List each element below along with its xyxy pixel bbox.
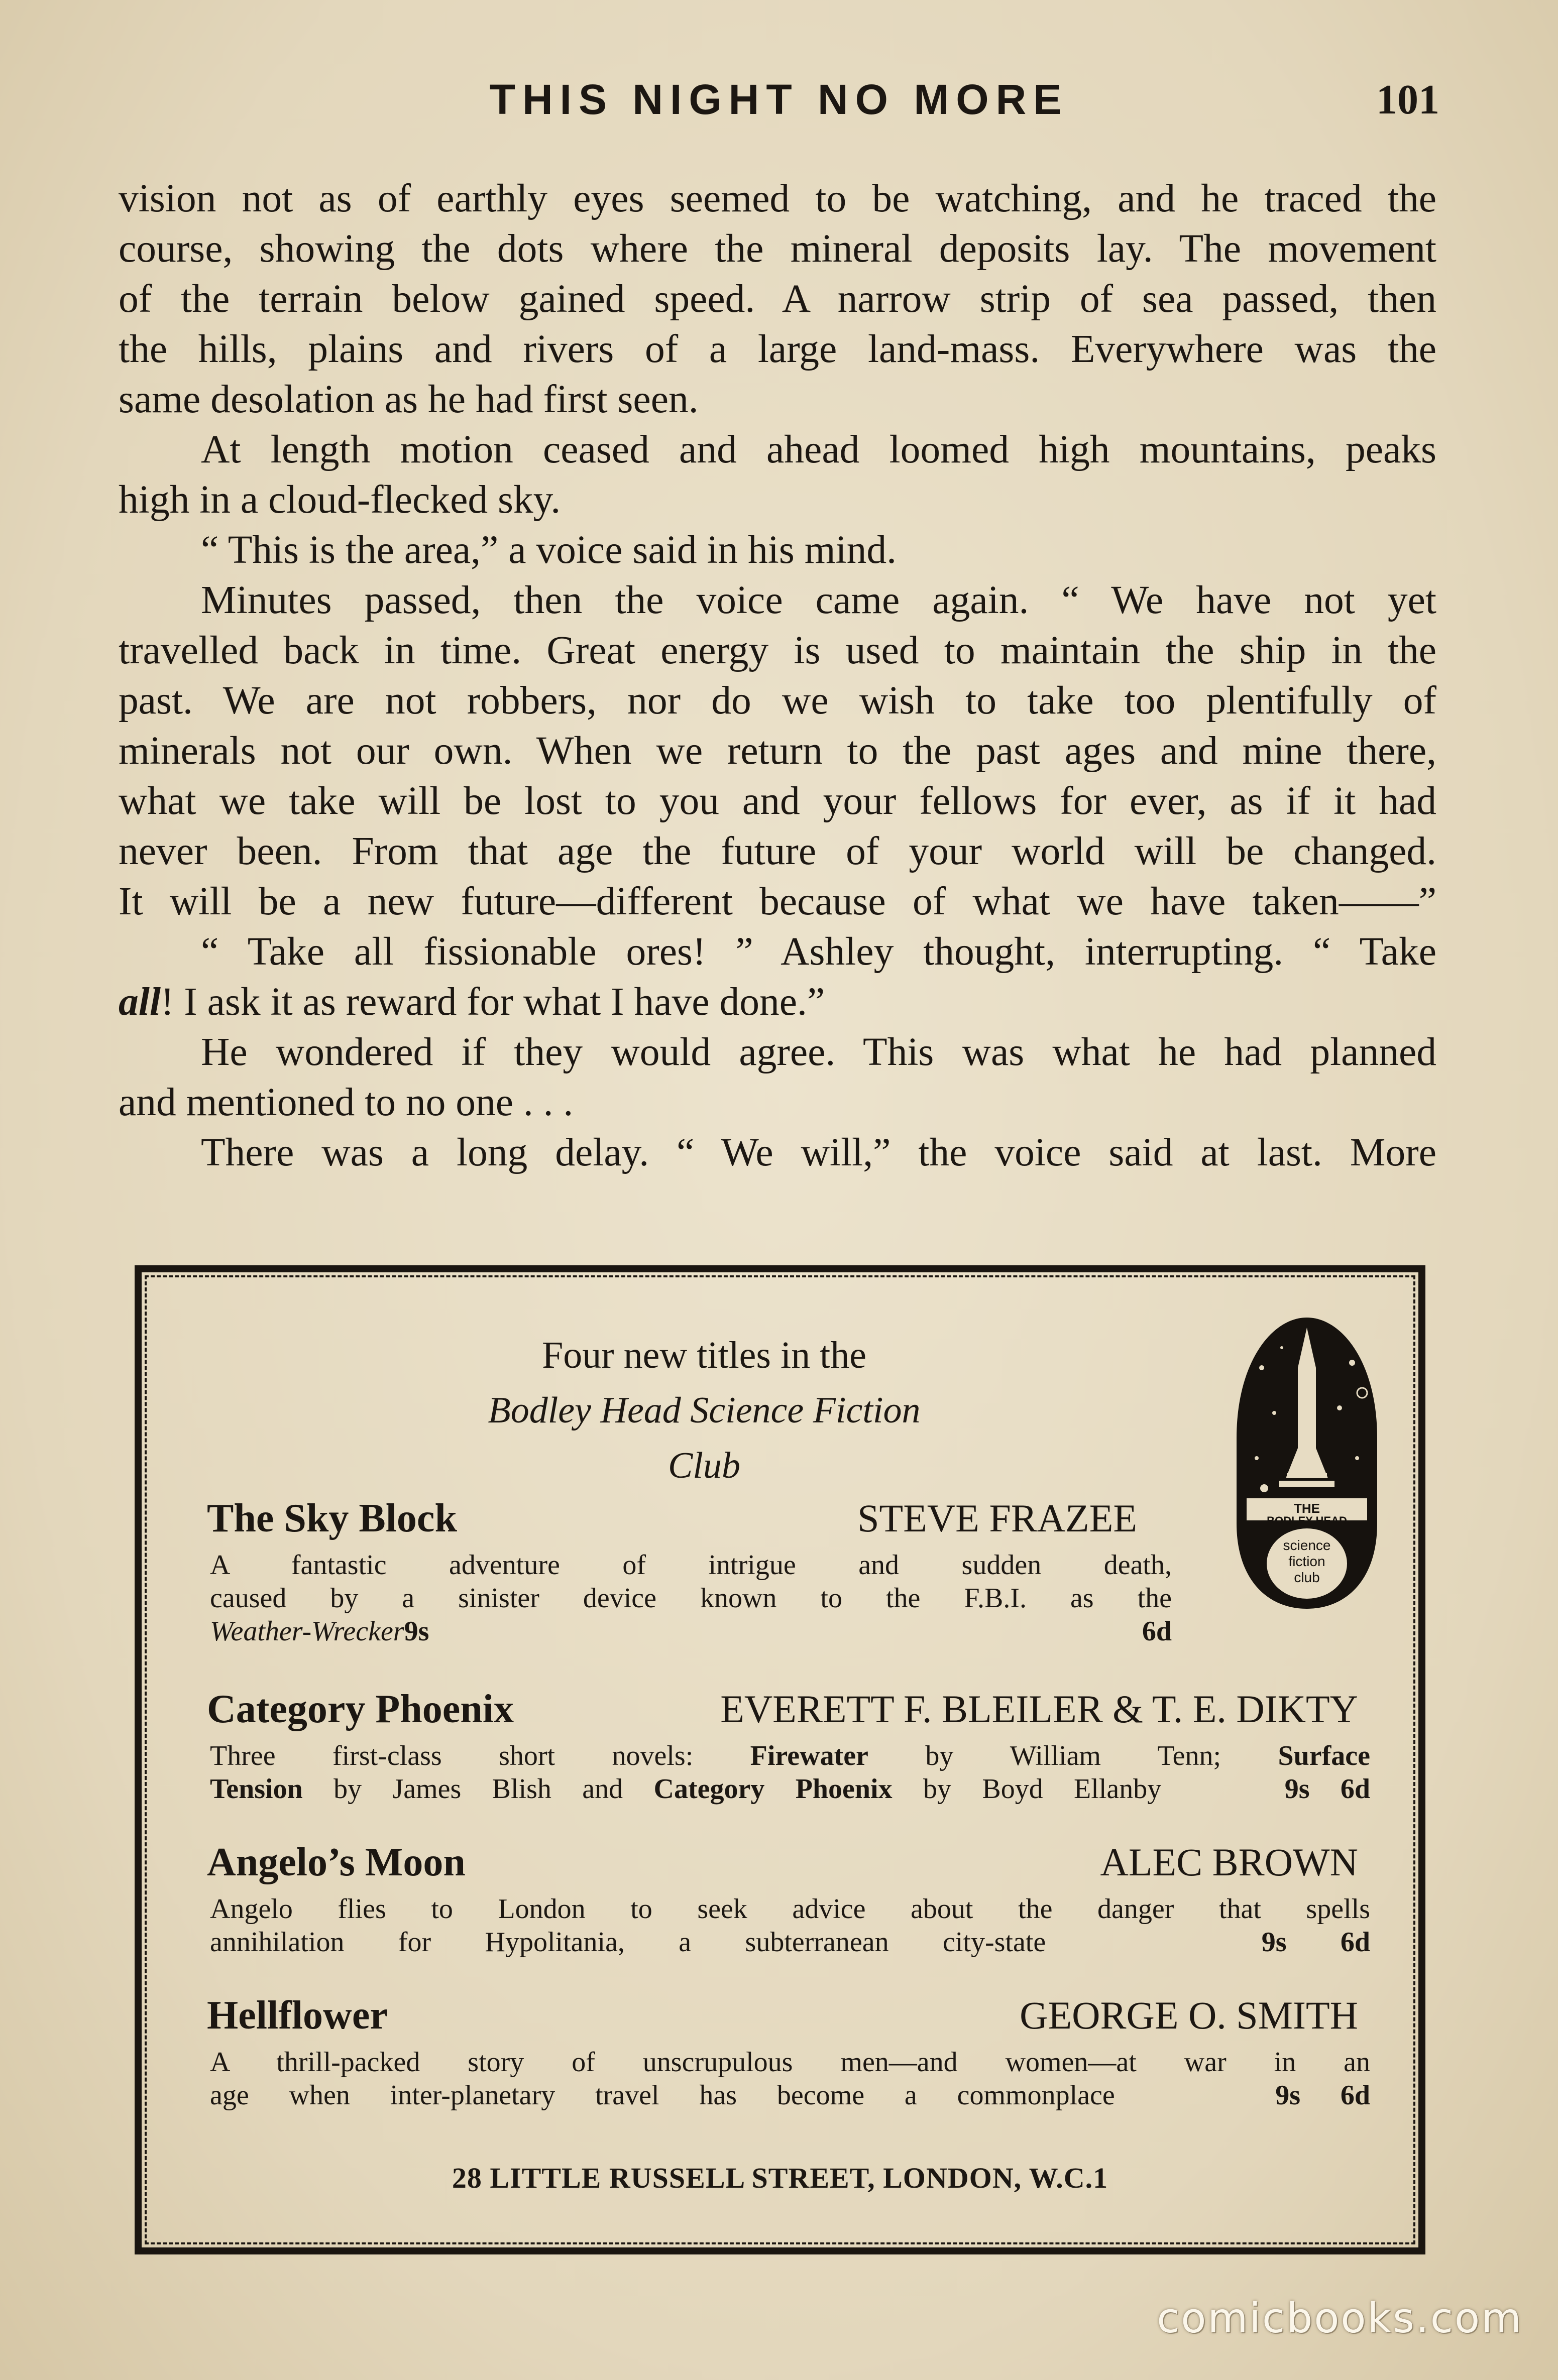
desc-line: [210, 1739, 1370, 1772]
text-line: There was a long delay. “ We will,” the voice said at last. More: [201, 1130, 1436, 1174]
text-line: course, showing the dots where the mineral deposits lay. The movement: [119, 226, 1436, 271]
logo-text-line: BODLEY HEAD: [1267, 1514, 1347, 1527]
book-price: 9s 6d: [1275, 2080, 1370, 2111]
logo-club-text: [1227, 1537, 1387, 1586]
text-line: past. We are not robbers, nor do we wish to take too plentifully of: [119, 678, 1436, 723]
text-line: vision not as of earthly eyes seemed to be watching, and he traced the: [119, 176, 1436, 220]
advertisement-box: [135, 1265, 1425, 2254]
story-text: [119, 173, 1436, 1177]
logo-text-line: club: [1294, 1570, 1320, 1585]
text-line: minerals not our own. When we return to the past ages and mine there,: [119, 729, 1436, 773]
text-line: “ Take all fissionable ores! ” Ashley thought, interrupting. “ Take: [201, 929, 1436, 974]
running-title: THIS NIGHT NO MORE: [489, 76, 1069, 123]
desc-line: Angelo flies to London to seek advice about the danger that spells: [210, 1893, 1370, 1925]
text-line: It will be a new future—different because of what we have taken——”: [119, 879, 1436, 923]
desc-line: [210, 1926, 1370, 1959]
ad-intro-line: Four new titles in the: [542, 1334, 866, 1376]
text-line: travelled back in time. Great energy is used to maintain the ship in the: [119, 628, 1436, 672]
text-span: by Boyd Ellanby: [892, 1773, 1162, 1805]
text-span: Three first-class short novels:: [210, 1740, 750, 1771]
text-line: same desolation as he had first seen.: [119, 377, 699, 421]
ad-club-name: Bodley Head Science Fiction Club: [488, 1390, 921, 1486]
text-span: by William Tenn;: [868, 1740, 1278, 1771]
story-title: Firewater: [750, 1740, 868, 1771]
bodley-head-logo: [1227, 1307, 1387, 1619]
text-span: by James Blish and: [302, 1773, 654, 1805]
book-price: 9s 6d: [1261, 1927, 1371, 1958]
book-description: [210, 1739, 1370, 1806]
page-number: 101: [1376, 76, 1439, 123]
book-author: ALEC BROWN: [1100, 1840, 1358, 1884]
emphasis: all: [119, 980, 161, 1024]
book-author: STEVE FRAZEE: [857, 1496, 1137, 1540]
text-line: what we take will be lost to you and your fellows for ever, as if it had: [119, 779, 1436, 823]
desc-line: A fantastic adventure of intrigue and sudden death,: [210, 1550, 1172, 1581]
book-author: EVERETT F. BLEILER & T. E. DIKTY: [720, 1687, 1358, 1731]
ad-intro: [453, 1328, 955, 1493]
text-span: ! I ask it as reward for what I have done.”: [160, 980, 825, 1024]
text-line: At length motion ceased and ahead loomed high mountains, peaks: [201, 427, 1436, 471]
desc-italic: Weather-Wrecker: [210, 1616, 404, 1647]
text-line: Minutes passed, then the voice came again. “ We have not yet: [201, 578, 1436, 622]
book-description: [210, 1549, 1172, 1648]
logo-text-line: fiction: [1288, 1554, 1325, 1569]
desc-line: [210, 2079, 1370, 2112]
book-description: [210, 2046, 1370, 2112]
text-line: “ This is the area,” a voice said in his mind.: [201, 528, 897, 572]
logo-text-line: THE: [1294, 1501, 1320, 1516]
desc-line: [210, 1772, 1370, 1806]
story-title: Surface: [1278, 1740, 1370, 1771]
text-line: and mentioned to no one . . .: [119, 1080, 574, 1124]
text-line: He wondered if they would agree. This was what he had planned: [201, 1030, 1436, 1074]
text-line: the hills, plains and rivers of a large land-mass. Everywhere was the: [119, 327, 1436, 371]
logo-text: [1227, 1514, 1387, 1527]
book-title: Hellflower: [207, 1993, 388, 2038]
book-price: 9s 6d: [404, 1616, 1172, 1647]
desc-line: caused by a sinister device known to the F.B.I. as the: [210, 1583, 1172, 1614]
text-line: never been. From that age the future of your world will be changed.: [119, 829, 1436, 873]
logo-text-line: science: [1283, 1537, 1331, 1553]
book-title: Angelo’s Moon: [207, 1840, 466, 1884]
site-watermark: comicbooks.com: [1157, 2295, 1523, 2342]
text-span: annihilation for Hypolitania, a subterranean city-state: [210, 1927, 1046, 1958]
story-title: Category Phoenix: [653, 1773, 893, 1805]
logo-text: [1227, 1501, 1387, 1516]
book-price: 9s 6d: [1284, 1773, 1371, 1805]
publisher-address: 28 LITTLE RUSSELL STREET, LONDON, W.C.1: [452, 2162, 1108, 2194]
text-span: age when inter-planetary travel has become a commonplace: [210, 2080, 1115, 2111]
text-line: [119, 977, 1436, 1027]
running-header: [119, 75, 1439, 146]
book-author: GEORGE O. SMITH: [1020, 1993, 1358, 2037]
book-description: [210, 1892, 1370, 1959]
text-line: high in a cloud-flecked sky.: [119, 478, 561, 522]
book-title: The Sky Block: [207, 1496, 457, 1540]
text-line: of the terrain below gained speed. A narrow strip of sea passed, then: [119, 277, 1436, 321]
book-title: Category Phoenix: [207, 1687, 514, 1731]
story-title: Tension: [210, 1773, 303, 1805]
desc-line: A thrill-packed story of unscrupulous men—and women—at war in an: [210, 2047, 1370, 2078]
desc-line: [210, 1615, 1172, 1648]
